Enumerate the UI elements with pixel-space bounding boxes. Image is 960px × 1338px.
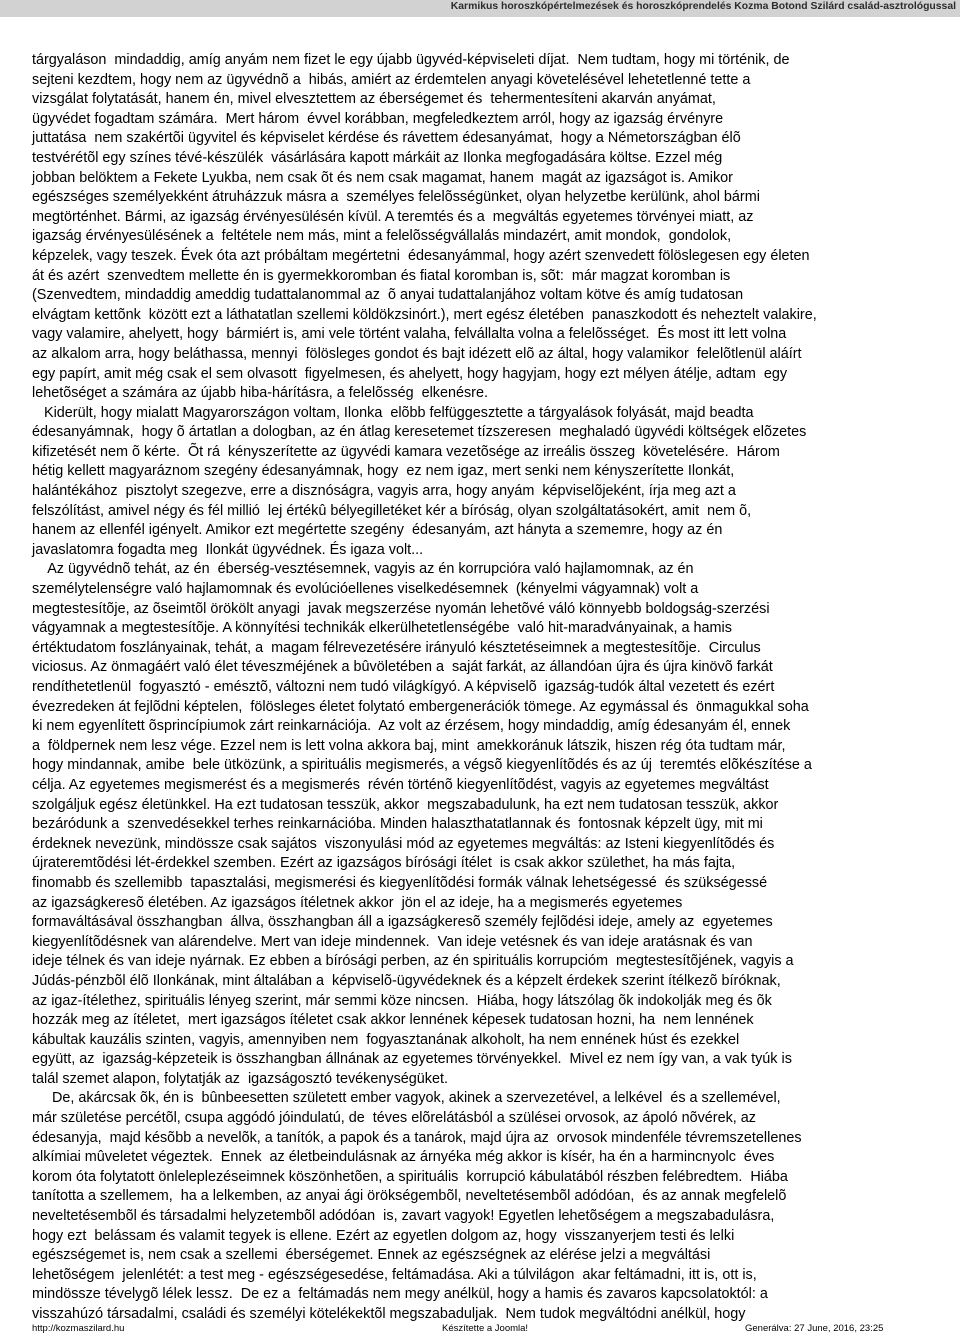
footer-credit: Készítette a Joomla!: [442, 1323, 529, 1334]
body-line: De, akárcsak õk, én is bûnbeesetten született ember vagyok, akinek a szervezetével, a lelkével és a szellemével,: [32, 1090, 781, 1107]
body-line: lehetõségem jelenlétét: a test meg - egészségesedése, feltámadása. Aki a túlvilágon akar feltámadni, itt is, ott is,: [32, 1266, 757, 1283]
footer-generated: Generálva: 27 June, 2016, 23:25: [745, 1323, 884, 1334]
body-line: megtörténhet. Bármi, az igazság érvényesülésén kívül. A teremtés és a megváltás egyetemes törvényei miatt, az: [32, 208, 754, 225]
body-line: javaslatomra fogadta meg Ilonkát ügyvédnek. És igaza volt...: [32, 541, 424, 558]
header-title: Karmikus horoszkópértelmezések és horoszkóprendelés Kozma Botond Szilárd család-asztrológussal: [450, 1, 956, 12]
body-line: egy papírt, amit még csak el sem olvasott figyelmesen, és ahelyett, hogy hagyjam, hogy ezt mélyen átélje, adtam egy: [32, 365, 788, 382]
body-line: alkímiai mûveletet végeztek. Ennek az életbeindulásnak az árnyéka még akkor is kísér, ha én a harmincnyolc éves: [32, 1149, 775, 1166]
body-line: halántékához pisztolyt szegezve, erre a disznóságra, vagyis arra, hogy anyám képviselõjeként, írja meg azt a: [32, 483, 736, 500]
body-line: hogy ezt belássam és valamit tegyek is ellene. Ezért az egyetlen dolgom az, hogy visszanyerjem testi és lelki: [32, 1227, 735, 1244]
body-line: hozzák meg az ítéletet, mert igazságos ítéletet csak akkor lennének képesek tudatosan hozni, ha nem lennének: [32, 1012, 754, 1029]
body-line: vágyamnak a megtestesítõje. A könnyítési technikák elkerülhetetlenségébe való hit-maradványainak, a hamis: [32, 620, 732, 637]
body-line: képzelek, vagy teszek. Évek óta azt próbáltam megértetni édesanyámmal, hogy azért szenvedett fölöslegesen egy életen: [32, 247, 810, 264]
body-line: az alkalom arra, hogy beláthassa, mennyi fölösleges gondot és bajt idézett elõ az által, hogy valamikor felelõtlenül aláírt: [32, 345, 802, 362]
body-line: igazság érvényesülésének a feltétele nem más, mint a felelõsségvállalás mindazért, amit mondok, gondolok,: [32, 228, 732, 245]
body-line: kábultak kauzális szinten, vagyis, amennyiben nem fogyasztanának alkoholt, ha nem ennének húst és ezekkel: [32, 1031, 740, 1048]
body-line: lehetõséget a számára az újabb hiba-hárításra, a felelõsség elkenésre.: [32, 385, 488, 402]
body-line: együtt, az igazság-képzeteik is összhangban állnának az egyetemes törvényekkel. Mivel ez nem így van, a vak tyúk is: [32, 1051, 792, 1068]
body-line: vizsgálat folytatását, hanem én, mivel elvesztettem az éberségemet és tehermentesíteni akarván anyámat,: [32, 91, 716, 108]
body-line: rendíthetetlenül fogyasztó - emésztõ, változni nem tudó világkígyó. A képviselõ igazság-tudók által vezetett és ezért: [32, 679, 775, 695]
body-line: ügyvédet fogadtam számára. Mert három évvel korábban, megfeledkeztem arról, hogy az igazság érvényre: [32, 110, 724, 127]
body-line: egészségemet is, nem csak a szellemi éberségemet. Ennek az egészségnek az elérése jelzi a megváltási: [32, 1247, 711, 1264]
body-line: visszahúzó társadalmi, családi és személyi kötelékektõl megszabaduljak. Nem tudok megváltódni anélkül, hogy: [32, 1306, 746, 1322]
body-line: mindössze tévelygõ lélek lessz. De ez a feltámadás nem megy anélkül, hogy a hamis és zavaros kapcsolatoktól: a: [32, 1286, 768, 1303]
body-line: bezáródunk a szenvedésekkel terhes reinkarnációba. Minden halaszthatatlannak és fontosnak képzelt ügy, mit mi: [32, 816, 763, 833]
body-line: talál szemet alapon, folytatják az igazságosztó tevékenységüket.: [32, 1070, 448, 1087]
body-line: szolgáljuk egész életünkkel. Ha ezt tudatosan tesszük, akkor megszabadulunk, ha ezt nem tudatosan tesszük, akkor: [32, 796, 779, 813]
body-line: a földpernek nem lesz vége. Ezzel nem is lett volna akkora baj, mint amekkoránuk látszik, hiszen rég óta tudtam már,: [32, 737, 786, 754]
body-line: felszólítást, amivel négy és fél millió lej értékû bélyegilletéket kér a bíróság, olyan szolgáltatásokért, amit nem õ,: [32, 502, 752, 519]
body-line: hétig kellett magyaráznom szegény édesanyámnak, hogy ez nem igaz, mert senki nem kényszerítette Ilonkát,: [32, 463, 735, 480]
body-line: juttatása nem szakértõi ügyvitel és képviselet kérdése és rávettem édesanyámat, hogy a Németországban élõ: [32, 130, 741, 147]
body-line: viciosus. Az önmagáért való élet téveszméjének a bûvöletében a saját farkát, az állandóan újra és újra kinövõ farkát: [32, 659, 773, 676]
body-line: érdeknek nevezünk, mindössze csak sajátos viszonyulási mód az egyetemes megváltás: az Isteni kiegyenlítõdés és: [32, 835, 775, 852]
body-line: Júdás-pénzbõl élõ Ilonkának, mint általában a képviselõ-ügyvédeknek és a képzelt érdekek szerint ítélkezõ bíróknak,: [32, 972, 781, 989]
body-line: sejteni kezdtem, hogy nem az ügyvédnõ a hibás, amiért az érdemtelen anyagi követelésével lehetetlenné tette a: [32, 71, 751, 88]
page-header: [0, 0, 960, 17]
body-line: újrateremtõdési lét-érdekkel szemben. Ezért az igazságos bírósági ítélet is csak akkor születhet, ha más fajta,: [32, 855, 736, 872]
footer-url[interactable]: http://kozmaszilard.hu: [32, 1323, 125, 1334]
body-line: tárgyaláson mindaddig, amíg anyám nem fizet le egy újabb ügyvéd-képviseleti díjat. Nem tudtam, hogy mi történik, de: [32, 52, 790, 68]
body-line: testvérétõl egy színes tévé-készülék vásárlására kapott márkáit az Ilonka megfogadására költse. Ezzel még: [32, 149, 723, 166]
article-body: [32, 51, 927, 1325]
body-line: személytelenségre való hajlamomnak és evolúcióellenes viselkedésemnek (kényelmi vágyamnak) volt a: [32, 581, 699, 598]
body-line: neveltetésembõl és társadalmi helyzetembõl adódóan is, zavart vagyok! Egyetlen lehetõségem a megszabadulásra,: [32, 1208, 775, 1225]
body-line: az igazságkeresõ életében. Az igazságos ítéletnek akkor jön el az ideje, ha a megismerés egyetemes: [32, 894, 683, 911]
body-line: tanította a szellemem, ha a lelkemben, az anyai ági örökségembõl, neveltetésembõl adódóan, és az annak megfelelõ: [32, 1188, 787, 1205]
body-line: vagy valamire, ahelyett, hogy bármiért is, ami vele történt valaha, felvállalta volna a felelõsséget. És most itt lett volna: [32, 326, 787, 343]
body-line: finomabb és szellemibb tapasztalási, megismerési és kiegyenlítõdési formák válnak lehetségessé és szükségessé: [32, 874, 768, 891]
body-line: korom óta folytatott önleleplezéseimnek köszönhetõen, a spirituális korrupció kábulatából részben felébredtem. Hiába: [32, 1168, 788, 1185]
body-line: Az ügyvédnõ tehát, az én éberség-vesztésemnek, vagyis az én korrupcióra való hajlamomnak, az én: [32, 561, 694, 578]
body-line: elvágtam kettõnk között ezt a láthatatlan szellemi köldökzsinórt.), mert egész életében panaszkodott és neheztelt valakire,: [32, 306, 817, 323]
body-line: megtestesítõje, az õseimtõl örökölt anyagi javak megszerzése nyomán lehetõvé váló könnyebb boldogság-szerzési: [32, 600, 770, 617]
body-line: Kiderült, hogy mialatt Magyarországon voltam, Ilonka elõbb felfüggesztette a tárgyalások folyását, majd beadta: [32, 404, 754, 421]
body-line: az igaz-ítélethez, spirituális lényeg szerint, már semmi köze nincsen. Hiába, hogy látszólag õk indokolják meg és õk: [32, 992, 772, 1009]
body-line: édesanyja, majd késõbb a nevelõk, a tanítók, a papok és a tanárok, majd újra az orvosok mindenféle tévremszetellenes: [32, 1129, 802, 1146]
body-line: édesanyámnak, hogy õ ártatlan a dologban, az én átlag keresetemet tízszeresen meghaladó ügyvédi költségek elõzetes: [32, 424, 807, 441]
body-line: egészséges személyekként átruházzuk másra a személyes felelõsségünket, olyan helyzetbe kerülünk, ahol bármi: [32, 189, 760, 206]
body-line: jobban belöktem a Fekete Lyukba, nem csak õt és nem csak magamat, hanem magát az igazságot is. Amikor: [32, 169, 733, 186]
body-line: kiegyenlítõdésnek van alárendelve. Mert van ideje mindennek. Van ideje vetésnek és van ideje aratásnak és van: [32, 933, 753, 950]
body-line: hogy mindannak, amibe bele ütközünk, a spirituális megismerés, a végsõ kiegyenlítõdés és az új teremtés elõkészítése a: [32, 757, 812, 774]
body-line: ki nem egyenlített õsprincípiumok zárt reinkarnációja. Az volt az érzésem, hogy mindaddig, amíg édesanyám él, ennek: [32, 718, 791, 735]
body-line: célja. Az egyetemes megismerést és a megismerés révén történõ kiegyenlítõdést, vagyis az egyetemes megváltást: [32, 776, 769, 793]
body-line: kifizetését nem õ kérte. Õt rá kényszerítette az ügyvédi kamara vezetõsége az irreális összeg követelésére. Három: [32, 443, 780, 460]
body-line: ideje télnek és van ideje nyárnak. Ez ebben a bírósági perben, az én spirituális korrupcióm megtestesítõjének, vagyis a: [32, 953, 794, 970]
body-line: értéktudatom foszlányainak, tehát, a magam félrevezetésére irányuló késztetéseimnek a megtestesítõje. Circulus: [32, 639, 761, 656]
body-line: hanem az ellenfél igényelt. Amikor ezt megértette szegény édesanyám, azt hányta a szememre, hogy az én: [32, 522, 723, 539]
body-line: már születése percétõl, csupa aggódó jóindulatú, de téves elõrelátásból a szülései orvosok, az ápoló nõvérek, az: [32, 1110, 756, 1127]
body-line: (Szenvedtem, mindaddig ameddig tudattalanommal az õ anyai tudattalanjához voltam kötve és amíg tudatosan: [32, 287, 744, 304]
body-line: formaváltásával összhangban állva, összhangban áll a igazságkeresõ személy fejlõdési ideje, amely az egyetemes: [32, 914, 773, 931]
body-line: át és azért szenvedtem mellette én is gyermekkoromban és fiatal koromban is, sõt: már magzat koromban is: [32, 267, 731, 284]
body-line: évezredeken át fejlõdni képtelen, fölösleges életet folytató embergenerációk tömege. Az egymással és önmagukkal soha: [32, 698, 809, 715]
